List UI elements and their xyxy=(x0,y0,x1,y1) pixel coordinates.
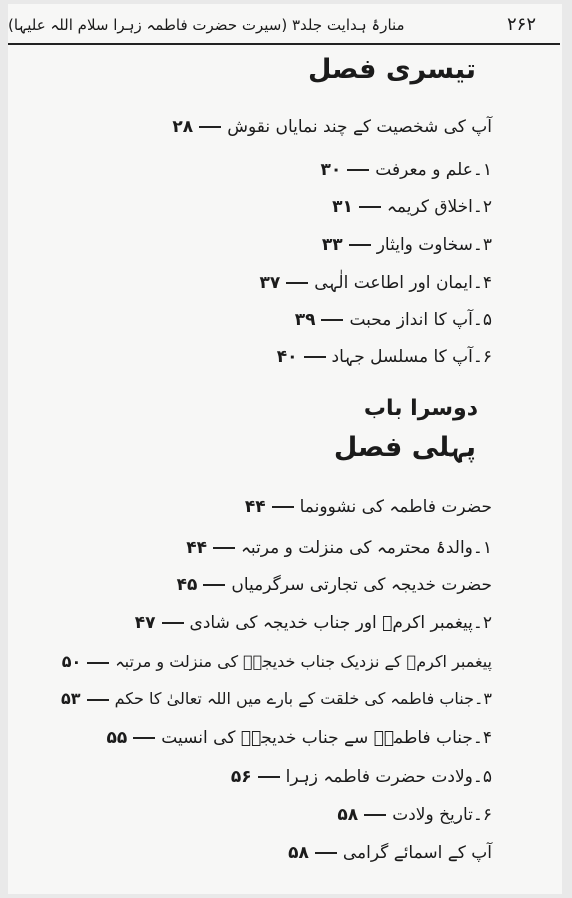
toc-entry xyxy=(260,272,492,293)
toc-entry xyxy=(177,574,492,595)
toc-entry xyxy=(277,346,492,367)
leader-dash xyxy=(364,814,386,816)
leader-dash xyxy=(162,622,184,624)
toc-entry xyxy=(337,804,492,825)
toc-entry-page: ۳۷ xyxy=(259,273,281,293)
leader-dash xyxy=(133,737,155,739)
running-title: منارۂ ہدایت جلد۳ (سیرت حضرت فاطمہ زہرا سلام اللہ علیہا) xyxy=(8,16,405,34)
toc-entry-text: ۲۔اخلاق کریمہ xyxy=(386,197,492,217)
toc-entry xyxy=(245,496,492,517)
toc-entry-text: ۲۔پیغمبر اکرمؐ اور جناب خدیجہ کی شادی xyxy=(189,613,492,633)
toc-entry-text: حضرت خدیجہ کی تجارتی سرگرمیاں xyxy=(231,575,492,595)
toc-entry-page: ۵۸ xyxy=(337,805,359,825)
leader-dash xyxy=(286,282,308,284)
toc-entry-text: ۱۔علم و معرفت xyxy=(375,160,492,180)
leader-dash xyxy=(321,319,343,321)
toc-entry-text: پیغمبر اکرمؐ کے نزدیک جناب خدیجہؑ کی منزلت و مرتبہ xyxy=(115,652,492,671)
leader-dash xyxy=(203,584,225,586)
section-heading-first: پہلی فصل xyxy=(333,432,476,463)
toc-entry xyxy=(172,116,492,137)
toc-entry-page: ۵۸ xyxy=(288,843,309,863)
toc-entry xyxy=(186,537,492,558)
toc-entry xyxy=(107,727,492,748)
toc-entry xyxy=(62,652,492,671)
toc-entry-page: ۴۴ xyxy=(244,497,266,517)
leader-dash xyxy=(272,506,294,508)
toc-entry-page: ۴۴ xyxy=(186,538,207,558)
toc-entry-page: ۲۸ xyxy=(172,117,194,137)
toc-entry-text: آپ کی شخصیت کے چند نمایاں نقوش xyxy=(227,117,492,137)
toc-entry-page: ۵۳ xyxy=(61,689,81,708)
leader-dash xyxy=(315,852,337,854)
toc-entry xyxy=(321,159,492,180)
toc-entry-text: حضرت فاطمہ کی نشوونما xyxy=(299,497,492,517)
toc-entry-text: آپ کے اسمائے گرامی xyxy=(342,843,492,863)
toc-entry-text: ۶۔آپ کا مسلسل جہاد xyxy=(331,347,492,367)
leader-dash xyxy=(87,699,109,701)
leader-dash xyxy=(359,206,381,208)
toc-entry-text: ۳۔سخاوت وایثار xyxy=(376,235,492,255)
toc-entry xyxy=(135,612,492,633)
toc-entry-text: ۵۔آپ کا انداز محبت xyxy=(349,310,492,330)
toc-entry-page: ۳۰ xyxy=(320,160,342,180)
toc-entry-page: ۴۷ xyxy=(134,613,156,633)
toc-entry-page: ۴۵ xyxy=(176,575,198,595)
leader-dash xyxy=(258,776,280,778)
section-heading-third: تیسری فصل xyxy=(308,54,476,85)
toc-entry xyxy=(295,309,492,330)
header-rule xyxy=(8,43,560,45)
chapter-heading-second: دوسرا باب xyxy=(363,396,478,421)
toc-entry-text: ۶۔تاریخ ولادت xyxy=(392,805,492,825)
toc-entry-page: ۵۶ xyxy=(230,767,252,787)
toc-entry-text: ۱۔والدۂ محترمہ کی منزلت و مرتبہ xyxy=(240,538,492,558)
toc-entry-page: ۳۹ xyxy=(294,310,316,330)
toc-entry-text: ۴۔ایمان اور اطاعت الٰہی xyxy=(314,273,492,293)
toc-entry-text: ۴۔جناب فاطمہؑ سے جناب خدیجہؑ کی انسیت xyxy=(161,728,492,748)
leader-dash xyxy=(347,169,369,171)
toc-entry-page: ۳۱ xyxy=(332,197,353,217)
leader-dash xyxy=(304,356,326,358)
toc-entry-page: ۵۵ xyxy=(106,728,128,748)
toc-entry-page: ۴۰ xyxy=(276,347,298,367)
toc-entry xyxy=(322,234,492,255)
leader-dash xyxy=(87,662,109,664)
toc-entry xyxy=(332,196,492,217)
leader-dash xyxy=(213,547,235,549)
toc-entry-page: ۳۳ xyxy=(321,235,343,255)
toc-entry-text: ۵۔ولادت حضرت فاطمہ زہرا xyxy=(285,767,492,787)
toc-entry xyxy=(61,689,492,708)
book-page xyxy=(8,4,562,894)
toc-entry-page: ۵۰ xyxy=(61,652,82,671)
running-header xyxy=(8,14,562,44)
toc-entry xyxy=(231,766,492,787)
page-number: ۲۶۲ xyxy=(506,14,536,35)
leader-dash xyxy=(349,244,371,246)
toc-entry xyxy=(288,842,492,863)
leader-dash xyxy=(199,126,221,128)
toc-entry-text: ۳۔جناب فاطمہ کی خلقت کے بارے میں اللہ تعالیٰ کا حکم xyxy=(114,689,492,708)
